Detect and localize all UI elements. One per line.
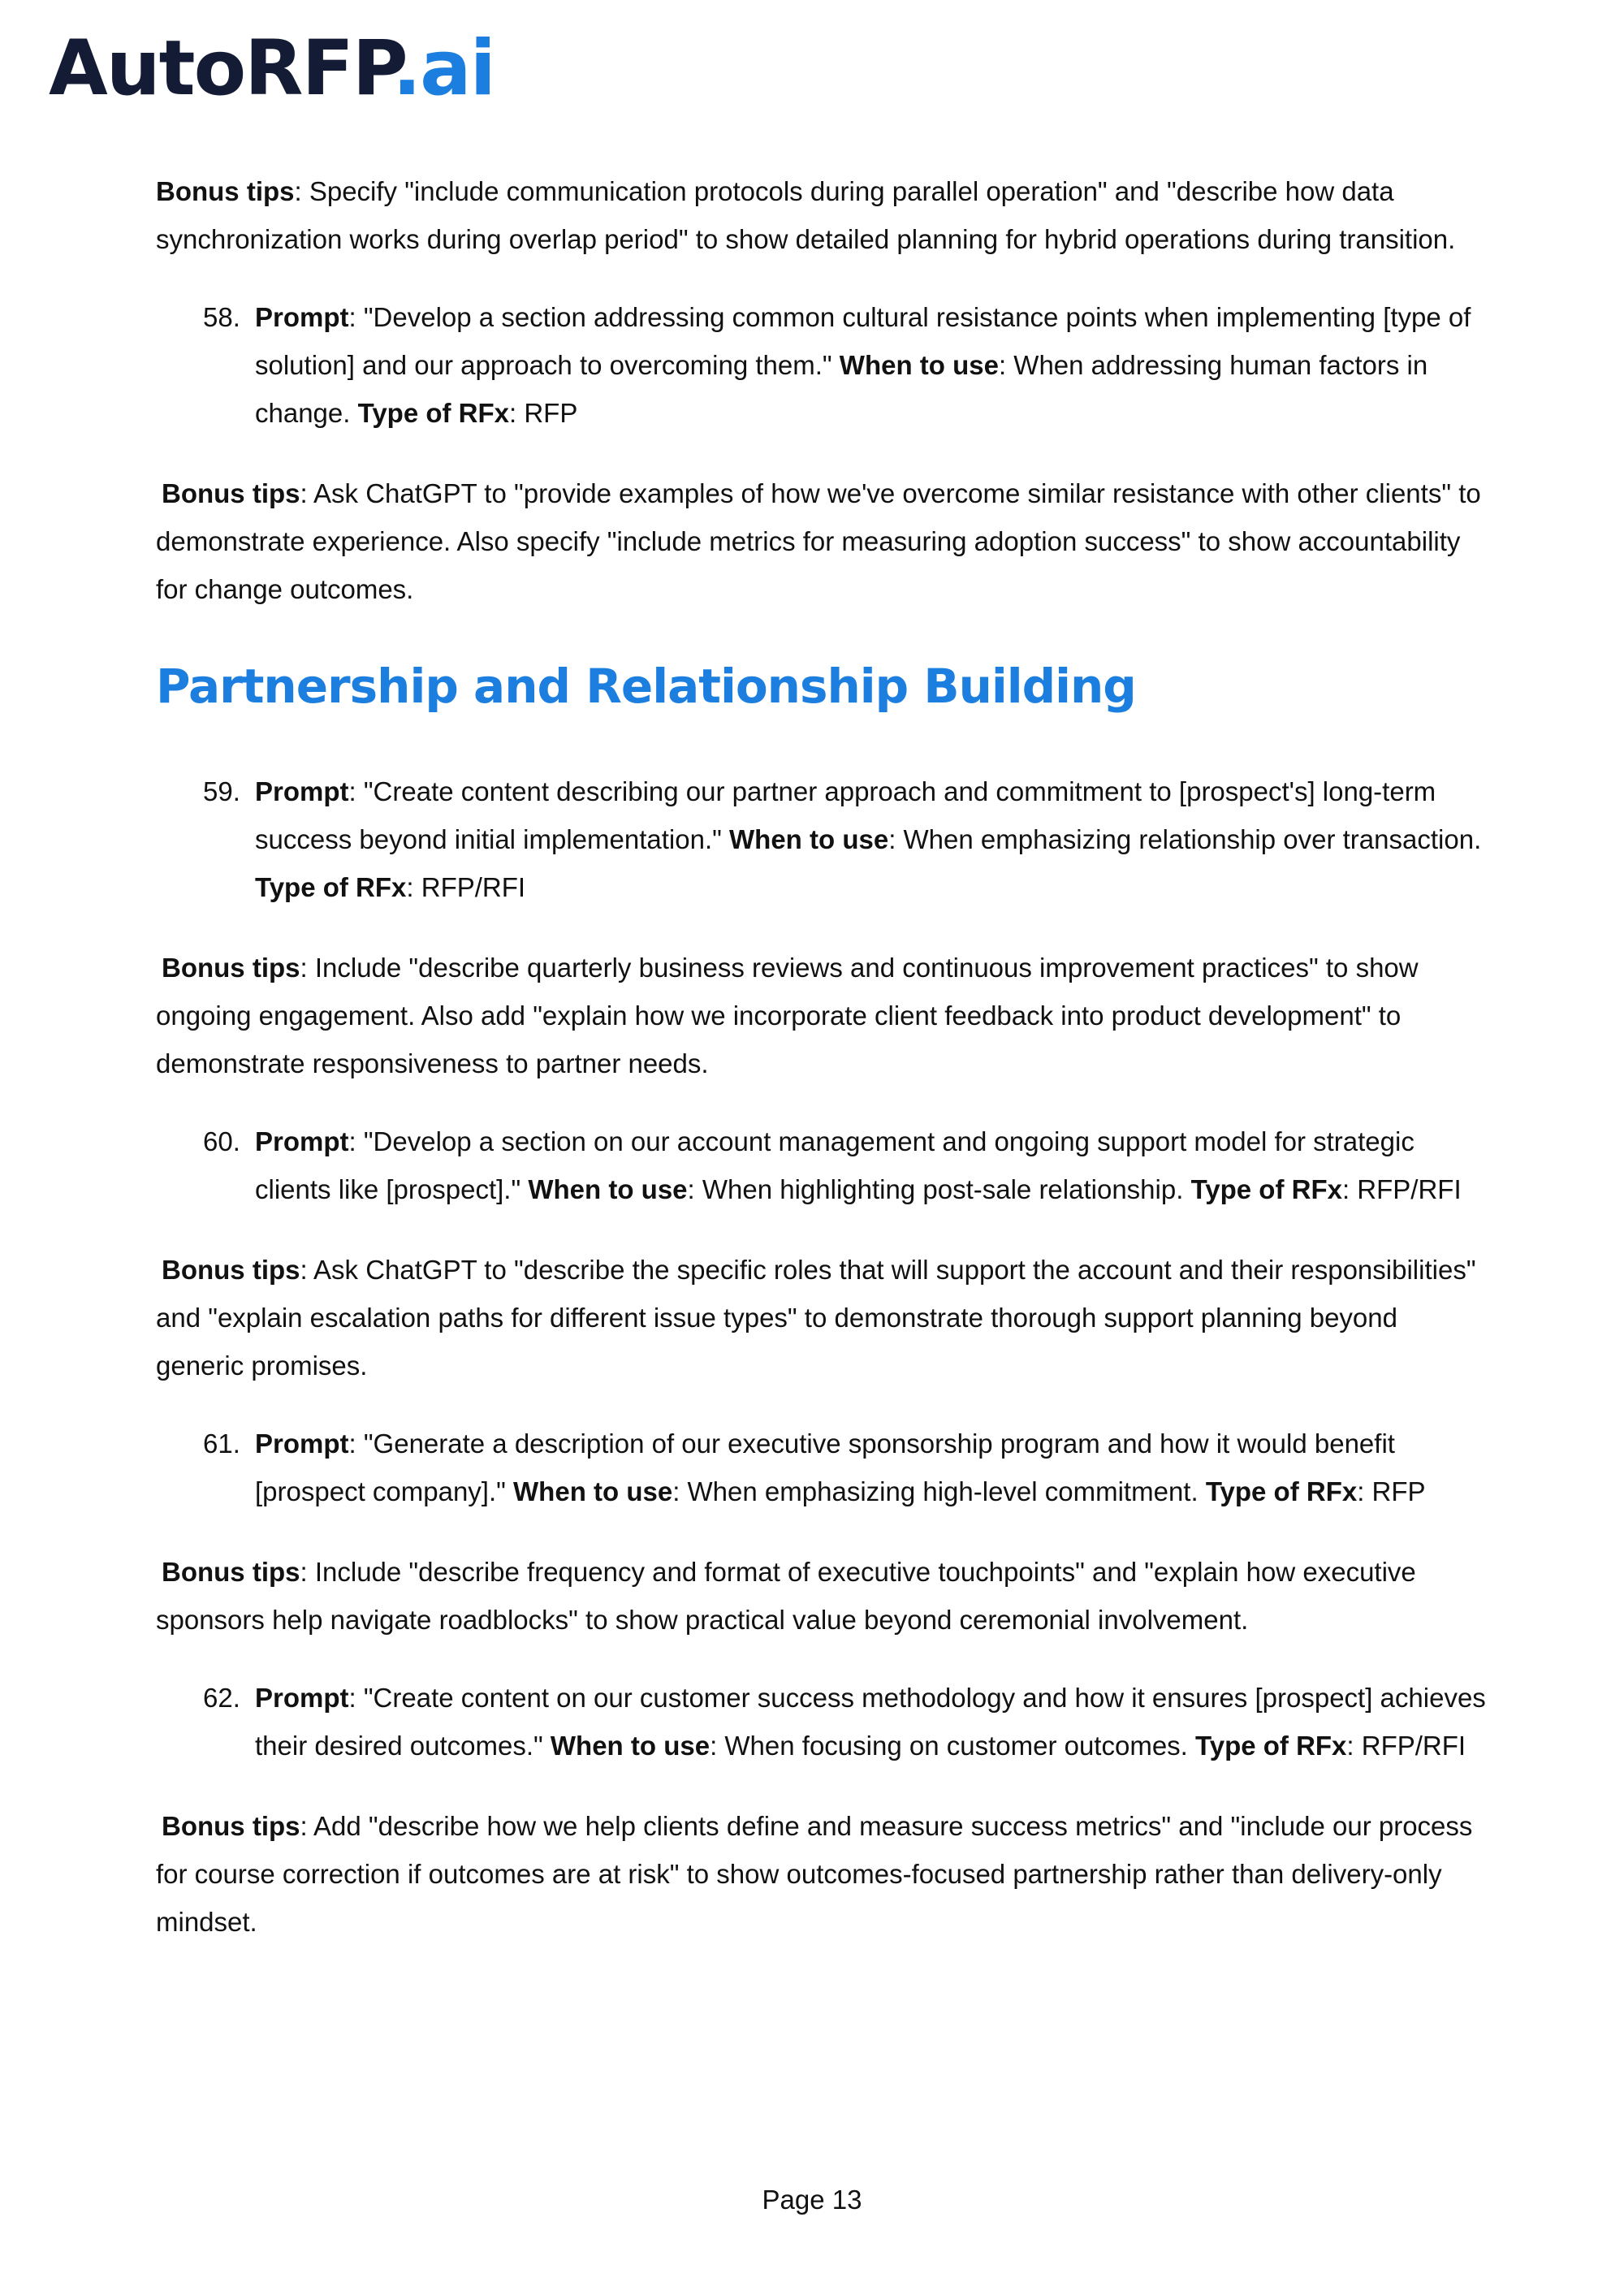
when-text: : When addressing human factors in change. (255, 350, 1428, 428)
type-text: : RFP/RFI (1341, 1174, 1462, 1204)
prompt-text: : "Create content describing our partner approach and commitment to [prospect's] long-term success beyond initial implementation." (255, 776, 1436, 854)
autorfp-logo (49, 24, 495, 113)
type-label: Type of RFx (1205, 1476, 1358, 1506)
type-label: Type of RFx (1195, 1731, 1347, 1761)
prompt-label: Prompt (255, 776, 349, 806)
prompt-text: : "Develop a section on our account management and ongoing support model for strategic clients like [prospect]." (255, 1126, 1415, 1204)
when-label: When to use (513, 1476, 673, 1506)
list-item-62 (156, 1674, 1488, 1770)
bonus-tips-59 (156, 944, 1488, 1087)
bonus-label: Bonus tips (162, 478, 300, 508)
logo-main: AutoRFP (49, 24, 393, 113)
prompt-text: : "Develop a section addressing common cultural resistance points when implementing [type of solution] and our approach to overcoming them." (255, 302, 1471, 380)
bonus-label: Bonus tips (156, 176, 295, 206)
intro-bonus-tips (156, 167, 1488, 263)
prompt-text: : "Create content on our customer success methodology and how it ensures [prospect] achieves their desired outcomes." (255, 1683, 1486, 1761)
item-number: 61. (203, 1428, 240, 1459)
when-text: : When emphasizing relationship over transaction. (888, 824, 1482, 854)
type-text: : RFP/RFI (406, 872, 526, 902)
prompt-label: Prompt (255, 1428, 349, 1459)
bonus-label: Bonus tips (162, 1255, 300, 1285)
item-number: 62. (203, 1683, 240, 1713)
type-label: Type of RFx (1190, 1174, 1342, 1204)
type-label: Type of RFx (255, 872, 407, 902)
item-number: 58. (203, 302, 240, 332)
bonus-label: Bonus tips (162, 953, 300, 983)
when-text: : When emphasizing high-level commitment. (672, 1476, 1206, 1506)
type-label: Type of RFx (357, 398, 510, 428)
type-text: : RFP/RFI (1346, 1731, 1466, 1761)
bonus-label: Bonus tips (162, 1811, 300, 1841)
prompt-label: Prompt (255, 1126, 349, 1156)
when-text: : When focusing on customer outcomes. (710, 1731, 1196, 1761)
bonus-text: : Include "describe frequency and format of executive touchpoints" and "explain how executive sponsors help navigate roadblocks" to show practical value beyond ceremonial involvement. (156, 1557, 1416, 1635)
item-number: 60. (203, 1126, 240, 1156)
bonus-tips-58 (156, 469, 1488, 613)
bonus-text: : Include "describe quarterly business reviews and continuous improvement practices" to show ongoing engagement. Also add "explain how we incorporate client feedback into product development" to demonstrate responsiveness to partner needs. (156, 953, 1419, 1078)
type-text: : RFP (509, 398, 578, 428)
bonus-label: Bonus tips (162, 1557, 300, 1587)
list-item-61 (156, 1420, 1488, 1515)
prompt-text: : "Generate a description of our executive sponsorship program and how it would benefit [prospect company]." (255, 1428, 1395, 1506)
bonus-text: : Ask ChatGPT to "describe the specific roles that will support the account and their responsibilities" and "explain escalation paths for different issue types" to demonstrate thorough support planning beyond generic promises. (156, 1255, 1476, 1381)
page-number: Page 13 (762, 2185, 862, 2215)
when-text: : When highlighting post-sale relationship. (687, 1174, 1191, 1204)
bonus-tips-62 (156, 1802, 1488, 1946)
bonus-text: : Specify "include communication protocols during parallel operation" and "describe how data synchronization works during overlap period" to show detailed planning for hybrid operations during transition. (156, 176, 1456, 254)
logo-accent: .ai (392, 24, 495, 113)
bonus-text: : Ask ChatGPT to "provide examples of how we've overcome similar resistance with other clients" to demonstrate experience. Also specify "include metrics for measuring adoption success" to show accountability for change outcomes. (156, 478, 1481, 604)
when-label: When to use (729, 824, 889, 854)
when-label: When to use (550, 1731, 710, 1761)
when-label: When to use (528, 1174, 688, 1204)
prompt-label: Prompt (255, 302, 349, 332)
bonus-tips-61 (156, 1548, 1488, 1644)
bonus-tips-60 (156, 1246, 1488, 1390)
section-heading: Partnership and Relationship Building (156, 659, 1136, 714)
page-content (156, 167, 1488, 1946)
when-label: When to use (839, 350, 999, 380)
type-text: : RFP (1357, 1476, 1426, 1506)
item-number: 59. (203, 776, 240, 806)
list-item-60 (156, 1117, 1488, 1213)
list-item-59 (156, 767, 1488, 911)
prompt-label: Prompt (255, 1683, 349, 1713)
list-item-58 (156, 293, 1488, 437)
bonus-text: : Add "describe how we help clients define and measure success metrics" and "include our process for course correction if outcomes are at risk" to show outcomes-focused partnership rather than delivery-only mindset. (156, 1811, 1473, 1937)
